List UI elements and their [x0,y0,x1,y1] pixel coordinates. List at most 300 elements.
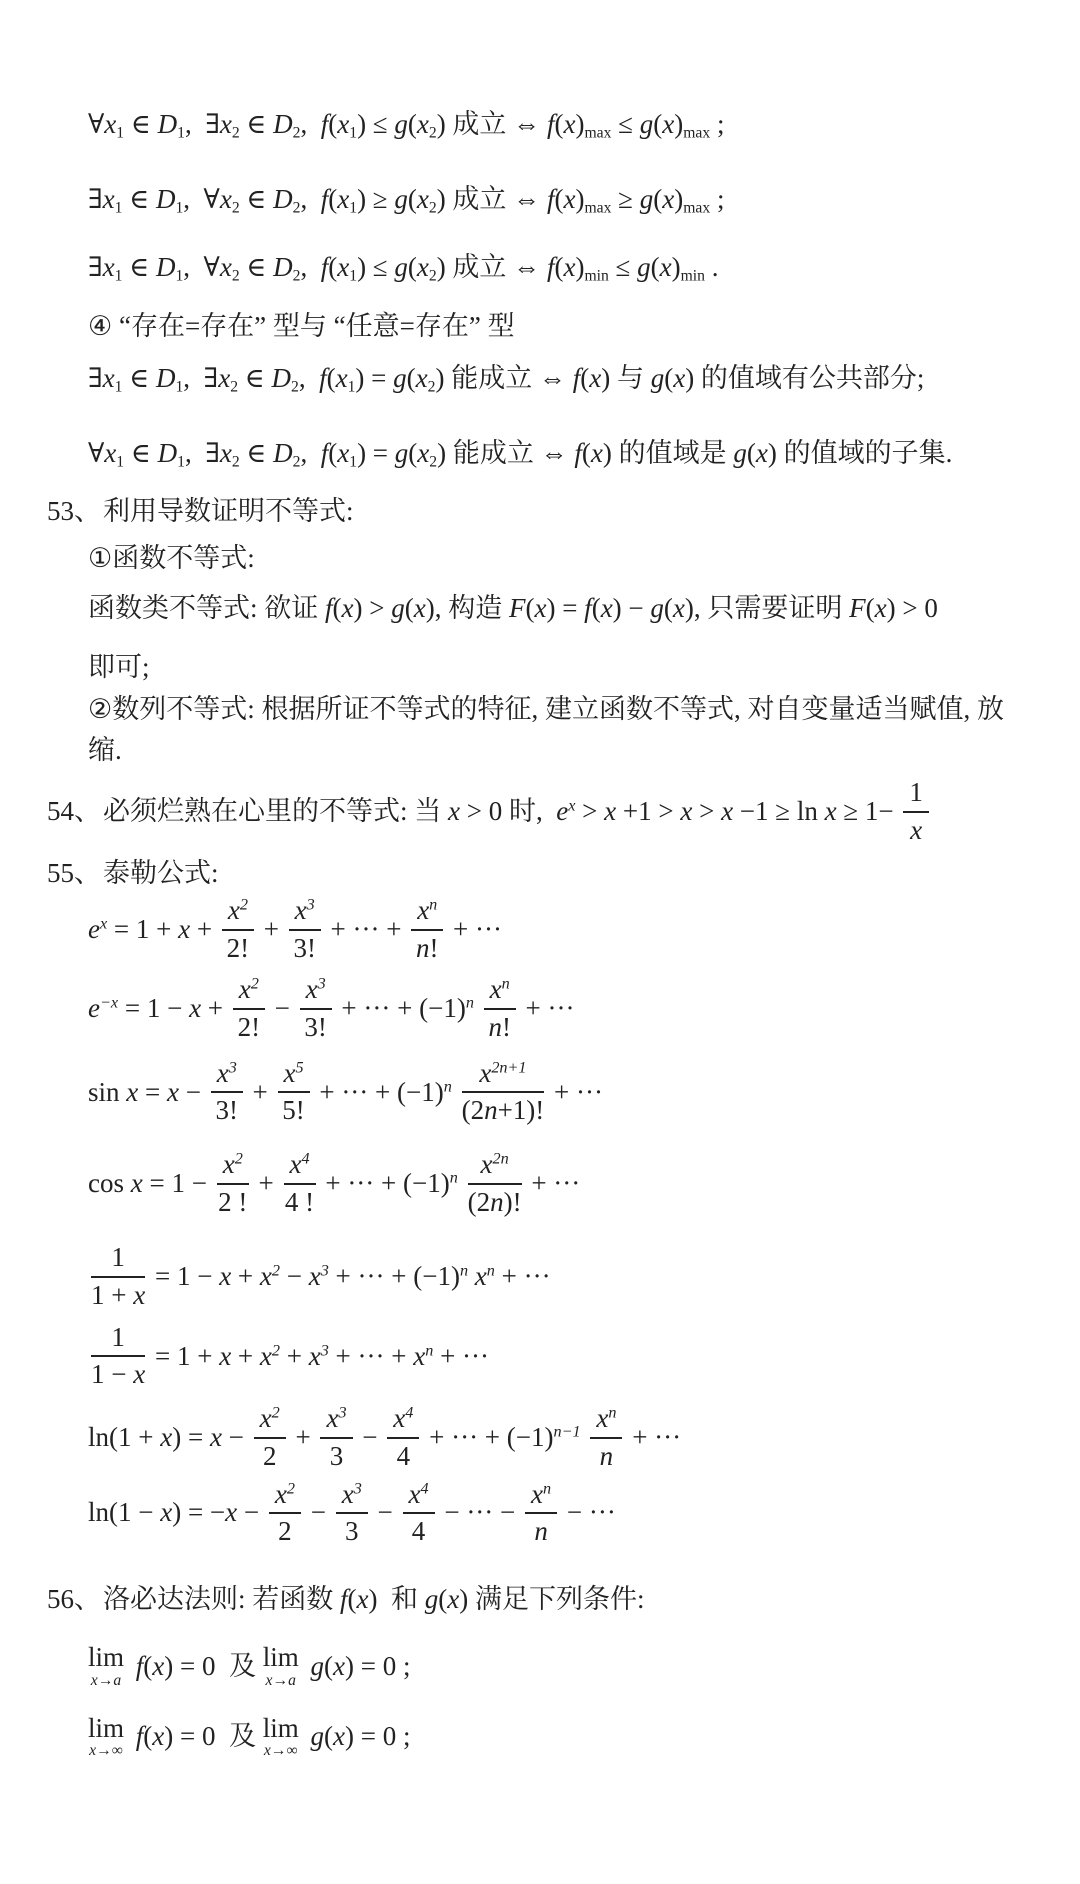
math-variable: x [416,252,429,282]
fraction-denominator [278,1093,310,1126]
math-text: ∀ [203,183,220,214]
superscript: x [99,914,108,933]
math-variable: x [672,593,685,623]
math-variable: n [484,1095,498,1126]
math-variable: g [639,109,654,139]
fraction-numerator [525,1480,557,1515]
fraction-numerator [300,975,332,1010]
math-text: ∈ [239,183,274,214]
fraction-numerator [278,1059,310,1094]
formula-line [47,1403,1024,1473]
math-text: 2 [278,1516,292,1547]
math-text: ), 只需要证明 [684,593,850,623]
math-text: 3 [344,1516,359,1547]
subscript: 1 [114,267,123,285]
math-variable: f [135,1721,144,1752]
math-text: ) = 0 及 [164,1721,263,1752]
math-text: 3! [215,1095,238,1126]
fraction-numerator [903,778,929,813]
math-text: ≥ [611,183,640,214]
math-text: , [300,252,321,282]
math-text: , [300,437,321,468]
subscript: 2 [427,378,436,396]
math-text: 4 [396,1440,411,1471]
math-text: ≤ [608,252,638,282]
math-variable: x [447,1583,460,1614]
math-text: ∃ [203,363,219,393]
fraction-denominator [269,1514,301,1547]
fraction-denominator [284,1185,316,1218]
math-text: ( [143,1650,153,1681]
math-variable: a [288,1671,296,1689]
math-text: ) [671,252,681,282]
math-text: + ··· [625,1422,682,1453]
math-text: ∀ [88,109,105,139]
subscript: 2 [292,199,301,217]
line-content [88,593,938,623]
fraction [211,1059,243,1126]
math-variable: x [160,1422,173,1453]
math-text: 1 − [91,1359,134,1390]
math-text: , [300,183,321,214]
math-variable: x [263,1742,271,1760]
math-text: ln(1 − [88,1497,161,1528]
line-content [88,252,719,285]
math-variable: x [219,109,232,139]
fraction [284,1150,316,1217]
math-variable: x [531,1478,544,1509]
subscript: 1 [175,199,184,217]
subscript: 2 [429,453,438,471]
math-text: ) [674,183,684,214]
math-variable: x [152,1650,165,1681]
line-content [88,1478,616,1547]
line-content [103,1584,645,1614]
subscript: min [584,267,609,285]
math-text: ∃ [205,109,220,139]
math-variable: x [326,1403,339,1434]
math-variable: x [219,1340,232,1371]
math-text: − [279,1261,309,1292]
math-text: ) = [546,593,585,623]
math-text: ( [653,183,663,214]
math-variable: x [259,1403,272,1434]
math-variable: x [102,252,115,282]
math-text: ) = [357,437,395,468]
math-variable: x [160,1497,173,1528]
fraction-denominator [525,1514,557,1547]
fraction [289,896,321,963]
subscript: 1 [114,199,123,217]
fraction [91,1323,145,1390]
superscript: 3 [338,1403,347,1422]
subscript: max [683,199,711,217]
fraction-numerator [411,896,443,931]
math-variable: x [341,593,354,623]
math-variable: D [273,183,293,214]
subscript: 1 [175,267,184,285]
math-variable: x [305,974,318,1005]
fraction [403,1480,435,1547]
math-text: ( [347,1583,357,1614]
math-text: ) [575,252,585,282]
math-text: ) > 0 [886,593,938,623]
math-text: ( [328,183,338,214]
line-content [88,1057,603,1126]
math-text: ) ≤ [357,252,395,282]
math-variable: g [394,109,408,139]
math-text: lim [262,1642,299,1673]
fraction [462,1059,545,1126]
math-variable: D [271,363,292,393]
math-variable: e [88,913,100,944]
math-variable: g [310,1650,324,1681]
math-variable: F [849,593,866,623]
math-text: ∈ [122,252,156,282]
math-text: 泰勒公式: [103,858,219,889]
math-variable: x [417,437,430,468]
math-variable: g [650,593,664,623]
math-variable: x [283,1057,296,1088]
fraction-denominator [468,1185,522,1218]
math-text: + ··· + [323,913,409,944]
math-text: − [370,1497,400,1528]
math-text: ( [746,437,756,468]
item-row [47,777,1024,847]
math-variable: f [546,252,555,282]
math-variable: x [474,1261,487,1292]
math-text: ②数列不等式: 根据所证不等式的特征, 建立函数不等式, 对自变量适当赋值, 放 [88,694,1004,724]
math-text: , [183,183,204,214]
math-variable: g [391,593,405,623]
math-variable: f [572,363,581,393]
subscript: 2 [292,124,301,142]
math-text: ( [408,437,418,468]
math-text: , [184,437,206,468]
fraction [590,1404,622,1471]
math-variable: g [394,437,409,468]
math-variable: D [155,183,176,214]
formula-line [47,538,1024,579]
math-text: + ··· [524,1167,581,1198]
math-variable: x [416,183,429,214]
math-variable: f [325,593,333,623]
math-variable: x [102,363,115,393]
math-text: − [237,1497,266,1528]
math-variable: x [222,1149,235,1179]
superscript: 2 [234,1149,243,1168]
math-text: + ··· [518,993,575,1024]
math-text: , [298,363,320,393]
fraction [269,1480,301,1547]
math-text: ( [865,593,875,623]
math-variable: x [408,1478,421,1509]
fraction [336,1480,368,1547]
math-text: ) [575,183,585,214]
item-number: 53、 [47,496,101,526]
line-content [88,1642,411,1689]
fraction-numerator [217,1150,249,1185]
math-text: (2 [461,1095,485,1126]
subscript: 1 [349,453,358,471]
math-text: + ··· + (−1) [334,993,466,1024]
math-variable: n [488,1011,502,1042]
formula-line [47,588,1024,629]
superscript: n [425,1340,434,1359]
math-text: ( [653,109,663,139]
math-text: ) 成立 ⇔ [436,109,547,139]
math-text: ∈ [239,109,274,139]
limit-word [263,1643,299,1671]
limit-operator [263,1714,299,1760]
formula-line [47,1478,1024,1549]
math-text: ) 的值域是 [602,437,734,468]
math-text: ) 成立 ⇔ [436,183,547,214]
subscript: max [584,124,612,142]
subscript: 2 [231,199,240,217]
limit-word [88,1643,124,1671]
math-variable: x [219,252,232,282]
math-variable: x [662,183,675,214]
superscript: n [486,1261,495,1280]
math-variable: g [650,363,665,393]
math-text: ! [501,1011,511,1042]
math-variable: x [604,795,617,826]
math-text: ( [328,109,338,139]
math-variable: e [556,795,569,826]
subscript: 1 [349,124,358,142]
math-text [129,1721,136,1751]
math-text: − ··· − [437,1497,523,1528]
math-text: ) = 0 ; [344,1721,411,1752]
math-text: + [251,1167,281,1198]
math-variable: D [157,109,178,139]
math-variable: x [590,437,603,468]
item-row [47,1579,1024,1620]
fraction-numerator [403,1480,435,1515]
math-text: 3 [329,1440,344,1471]
math-text: ∈ [124,109,158,139]
math-variable: f [320,109,329,139]
math-text: + [231,1261,260,1292]
fraction-denominator [590,1439,622,1472]
math-variable: x [333,1721,345,1752]
math-text: ; [710,109,725,139]
item-number: 55、 [47,858,101,889]
formula-line [47,730,1024,771]
subscript: 2 [428,124,437,142]
math-variable: x [448,795,460,826]
math-text: ( [326,363,336,393]
math-variable: x [337,183,350,214]
superscript: x [568,796,576,815]
fraction-numerator [336,1480,368,1515]
fraction [484,975,516,1042]
line-content [88,311,515,341]
line-content [88,437,953,471]
formula-line [47,647,1024,688]
subscript: 2 [231,267,240,285]
fraction-numerator [91,1243,145,1278]
math-text: ∀ [203,252,220,282]
formula-line [47,974,1024,1044]
superscript: 2n [492,1149,509,1168]
math-variable: f [546,109,555,139]
formula-line [47,179,1024,220]
math-text: ( [332,593,342,623]
math-variable: f [340,1583,348,1614]
math-text: ( [324,1650,333,1681]
math-variable: x [413,1340,426,1371]
math-text: (2 [467,1186,491,1217]
formula-line [47,247,1024,288]
math-text: ) 能成立 ⇔ [437,437,575,468]
math-text: − [178,1076,208,1107]
math-text: ) = 0 及 [164,1650,263,1681]
superscript: 2n+1 [491,1057,527,1076]
math-text: ) − [612,593,651,623]
math-text: 1 [909,777,923,807]
math-variable: f [574,437,582,468]
superscript: n [443,1076,452,1095]
math-text: ) [575,109,585,139]
math-variable: n [490,1186,504,1217]
fraction-numerator [484,975,516,1010]
formula-line [47,689,1024,730]
superscript: n [543,1478,552,1497]
math-variable: x [219,437,232,468]
limit-word [88,1714,124,1742]
math-variable: x [178,913,191,944]
math-text: + [288,1422,318,1453]
math-text: 函数类不等式: 欲证 [88,593,326,623]
math-text: ) 满足下列条件: [459,1583,645,1614]
math-text: ≤ [611,109,640,139]
fraction [91,1243,145,1310]
math-variable: x [238,974,251,1005]
math-text: ①函数不等式: [88,542,255,573]
math-text: + [256,913,286,944]
line-content [88,894,502,963]
line-content [88,1712,411,1760]
math-variable: x [337,252,350,282]
math-variable: x [824,795,837,826]
math-variable: x [755,437,768,468]
math-text: 即可; [88,651,150,682]
math-variable: x [662,109,675,139]
math-text: ( [650,252,660,282]
subscript: 1 [114,378,123,396]
math-variable: x [874,593,887,623]
math-variable: x [413,593,426,623]
math-text: − [221,1422,251,1453]
fraction-denominator [217,1185,249,1218]
math-text: →∞ [270,1742,298,1760]
math-variable: x [166,1076,179,1107]
math-variable: x [265,1671,273,1689]
fraction-numerator [590,1404,622,1439]
math-variable: x [274,1478,287,1509]
math-text: 2! [237,1011,261,1042]
math-text: ln(1 + [88,1422,161,1453]
math-text: +1 > [616,795,681,826]
fraction-denominator [300,1010,332,1043]
math-text: −1 ≥ ln [733,795,825,826]
math-text: ) [674,109,684,139]
math-text: ④ “存在=存在” 型与 “任意=存在” 型 [88,310,515,341]
math-text: ( [407,252,417,282]
fraction [254,1404,286,1471]
limit-subscript [263,1742,299,1760]
math-text: ) 的值域有公共部分; [685,363,925,393]
math-variable: f [546,183,555,214]
math-variable: g [639,183,654,214]
math-variable: x [89,1742,97,1760]
math-variable: D [157,437,178,468]
math-text: ( [591,593,601,623]
superscript: 4 [301,1149,310,1168]
math-variable: x [308,1261,321,1292]
math-text: ; [710,183,725,214]
math-text: → [272,1671,289,1689]
fraction-denominator [289,931,321,964]
math-variable: g [394,252,408,282]
math-variable: x [393,1403,406,1434]
line-content [88,694,1004,724]
subscript: 2 [230,378,239,396]
math-text: 3! [304,1011,327,1042]
subscript: max [683,124,711,142]
subscript: max [584,199,612,217]
fraction-numerator [468,1150,522,1185]
math-text: ( [664,363,674,393]
math-variable: x [289,1149,302,1179]
math-variable: n [415,932,430,963]
math-text: + ··· [433,1340,490,1371]
math-variable: D [273,252,293,282]
math-text: + ··· [547,1076,603,1107]
math-text: ) = 0 ; [344,1650,411,1681]
math-text: = 1 + [107,913,179,944]
subscript: 2 [428,199,437,217]
subscript: 1 [349,199,358,217]
math-variable: x [209,1422,222,1453]
subscript: min [680,267,705,285]
formula-line [47,1057,1024,1128]
subscript: 2 [292,453,301,471]
math-text: )! [503,1186,522,1217]
math-text: 1 [111,1242,125,1273]
math-variable: x [479,1057,492,1088]
math-text: 2 [262,1440,277,1471]
math-variable: x [104,109,117,139]
math-variable: x [534,593,547,623]
math-variable: x [356,1583,369,1614]
math-text: ∈ [124,437,158,468]
subscript: 2 [292,267,301,285]
math-variable: x [563,252,576,282]
math-variable: x [227,894,240,925]
limit-operator [88,1714,124,1760]
fraction-numerator [91,1323,145,1358]
math-variable: x [133,1280,146,1311]
math-variable: g [733,437,747,468]
math-text: sin [88,1076,127,1107]
fraction [300,975,332,1042]
fraction [222,896,254,963]
math-variable: x [259,1340,272,1371]
math-text: = 1 − [148,1261,220,1292]
